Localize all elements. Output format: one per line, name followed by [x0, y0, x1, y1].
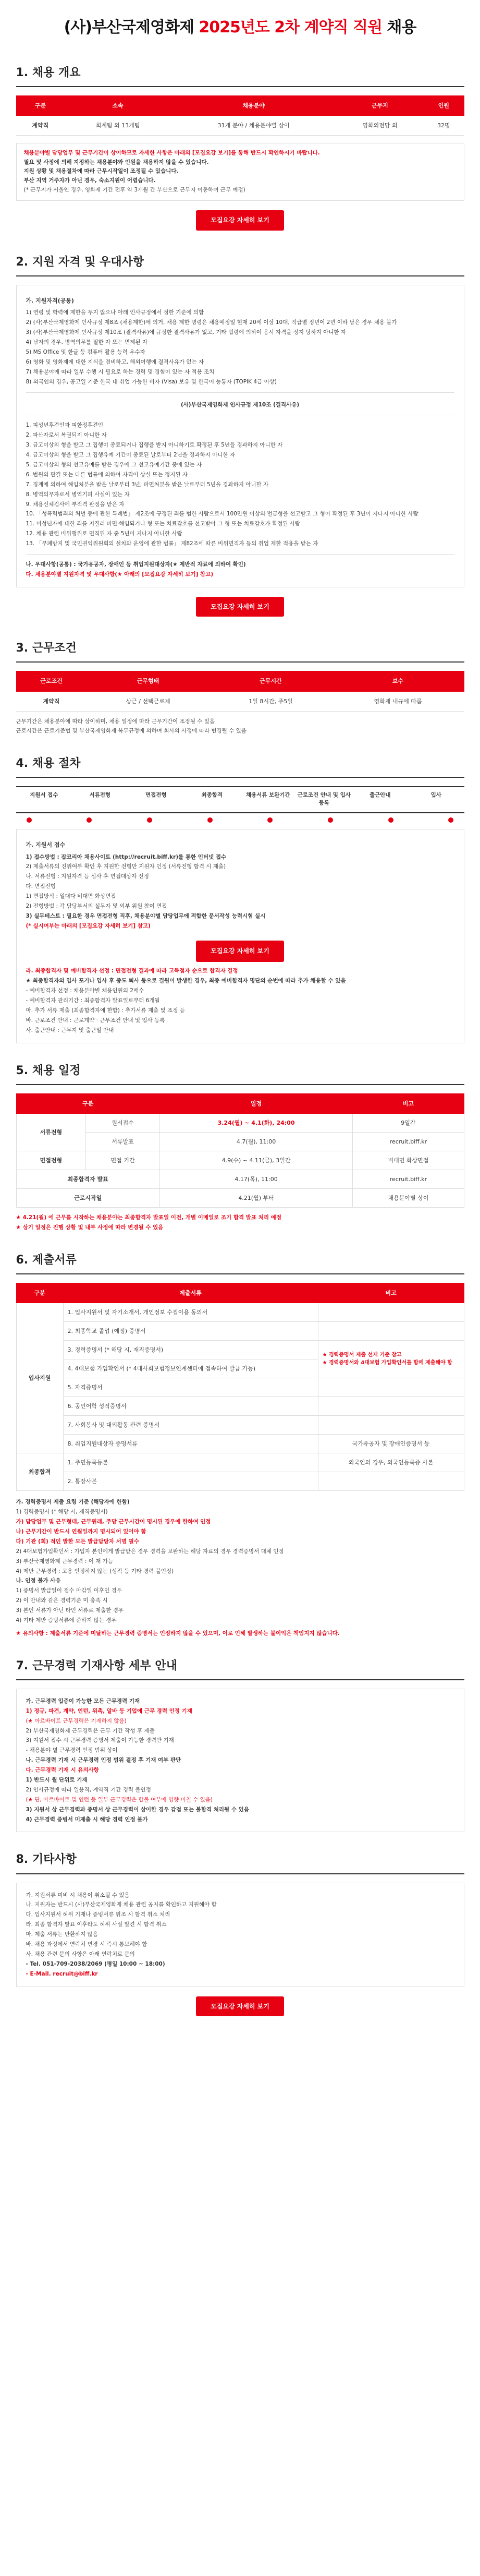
preference-line: 다. 채용분야별 지원자격 및 우대사항(★ 아래의 [모집요강 자세히 보기] 참고): [26, 571, 214, 577]
td: [318, 1340, 464, 1378]
list-item: 1) 경력증명서 (* 해당 시, 재직증명서): [16, 1509, 108, 1515]
section-career-guide: [16, 1649, 464, 1843]
section-title: 8. 기타사항: [16, 1851, 464, 1874]
process-step: 입사: [430, 792, 441, 799]
list-item: ★ 최종합격자의 입사 포기나 입사 후 중도 퇴사 등으로 결원이 발생한 경우, 최종 예비합격자 명단의 순번에 따라 추가 채용할 수 있음: [26, 978, 346, 984]
th: 구분: [16, 1283, 63, 1303]
th: 근로조건: [16, 671, 87, 691]
td: 국가유공자 및 장애인증명서 등: [318, 1435, 464, 1453]
documents-notes: [16, 1497, 464, 1638]
subheading: 가. 지원자격(공통): [26, 297, 74, 304]
step-dot: [328, 817, 333, 823]
list-item: 1) 증명서 발급일이 접수 마감일 이후인 경우: [16, 1587, 122, 1594]
th: 인원: [424, 95, 464, 115]
td: 9일간: [353, 1113, 464, 1132]
list-item: 나. 지원자는 반드시 (사)부산국제영화제 채용 관련 공지를 확인하고 지원해야 함: [26, 1901, 217, 1908]
process-step: 채용서류 보완기간: [245, 792, 290, 799]
table-row: [16, 1170, 464, 1188]
table-header-row: [16, 95, 464, 115]
list-item: 2) 제출서류의 진위여부 확인 후 지원한 전형만 지원자 인정 (서류전형 합격 시 제출): [26, 863, 226, 870]
list-item: 8. 병역의무자로서 병역기피 사실이 있는 자: [26, 491, 130, 498]
td: 서류전형: [16, 1113, 86, 1151]
td: 4.7(월), 11:00: [159, 1132, 352, 1151]
title-highlight: 2025년도 2차 계약직 직원: [199, 18, 382, 37]
list-item: 1. 피성년후견인과 피한정후견인: [26, 422, 104, 429]
list-item: 2. 파산자로서 복권되지 아니한 자: [26, 432, 107, 439]
td: 입사지원: [16, 1303, 63, 1453]
list-item: 10. 「성폭력범죄의 처벌 등에 관한 특례법」 제2조에 규정된 죄를 범한 사람으로서 100만원 이상의 벌금형을 선고받고 그 형이 확정된 후 3년이 지나지 아니한 사람: [26, 511, 419, 517]
process-dots: [16, 817, 464, 823]
list-item: - 채용분야 별 근무경력 인정 범위 상이: [26, 1747, 118, 1754]
schedule-table: [16, 1093, 464, 1208]
list-item: 4) 남자의 경우, 병역의무를 필한 자 또는 면제된 자: [26, 339, 148, 346]
list-item: 7) 채용분야에 따라 일부 수행 시 필요로 하는 경력 및 경험이 있는 자 적용 조치: [26, 368, 215, 375]
process-step: 면접전형: [145, 792, 167, 799]
process-step: 서류전형: [89, 792, 111, 799]
step-dot: [27, 817, 32, 823]
list-item: 나) 근무기간이 반드시 연월일까지 명시되어 있어야 함: [16, 1528, 146, 1535]
list-item: 2) 이 안내와 같은 경력기준 미 충족 시: [16, 1597, 108, 1604]
section-title: 1. 채용 개요: [16, 64, 464, 87]
list-item: 가. 근무경력 입증이 가능한 모든 근무경력 기재: [26, 1698, 140, 1704]
td: 3.24(월) ~ 4.1(화), 24:00: [159, 1113, 352, 1132]
list-item: 1) 접수방법 : 잡코리아 채용사이트 (http://recruit.biff.kr)를 통한 인터넷 접수: [26, 853, 227, 860]
table-row: [16, 1416, 464, 1435]
note-line: 필요 및 사정에 의해 지정하는 채용분야와 인원을 채용하지 않을 수 있습니다.: [23, 159, 209, 165]
contact-phone: - Tel. 051-709-2038/2069 (평일 10:00 ~ 18:00): [26, 1960, 165, 1967]
list-item: 3) (사)부산국제영화제 인사규정 제10조 (결격사유)에 규정한 결격사유가 없고, 기타 법령에 의하여 응시 자격을 정지 당하지 아니한 자: [26, 329, 347, 336]
td: [318, 1416, 464, 1435]
list-item: 3. 금고이상의 형을 받고 그 집행이 종료되거나 집행을 받지 아니하기로 확정된 후 5년을 경과하지 아니한 자: [26, 442, 283, 449]
list-item: 가. 경력증명서 제출 요령 기준 (해당자에 한함): [16, 1499, 130, 1506]
th: 비고: [353, 1093, 464, 1113]
list-item: 5. 금고이상의 형의 선고유예를 받은 경우에 그 선고유예기간 중에 있는 자: [26, 461, 202, 468]
list-item: 1) 정규, 파견, 계약, 인턴, 위촉, 알바 등 기업에 근무 경력 인정 기재: [26, 1707, 192, 1714]
table-row: [16, 1321, 464, 1340]
list-item: 라. 최종 합격자 발표 이후라도 허위 사실 발견 시 합격 취소: [26, 1921, 167, 1928]
process-steps: [16, 786, 464, 813]
step-dot: [87, 817, 92, 823]
td: [318, 1303, 464, 1321]
process-step: 최종합격: [201, 792, 223, 799]
list-item: 마. 제출 서류는 반환하지 않음: [26, 1931, 98, 1938]
contact-email[interactable]: - E-Mail. recruit@biff.kr: [26, 1970, 98, 1977]
th: 제출서류: [63, 1283, 318, 1303]
td: recruit.biff.kr: [353, 1132, 464, 1151]
section-qualifications: [16, 245, 464, 632]
list-item: 6. 법원의 판결 또는 다른 법률에 의하여 자격이 상실 또는 정지된 자: [26, 471, 188, 478]
list-item: 가) 담당업무 및 근무형태, 근무원래, 주당 근무시간이 명시된 경우에 한하여 인정: [16, 1519, 211, 1525]
step-dot: [267, 817, 273, 823]
career-box: [16, 1689, 464, 1833]
note-line: ★ 4.21(월) 에 근무를 시작하는 채용분야는 최종합격자 발표일 이전, 개별 이메일로 조기 합격 발표 처리 예정: [16, 1214, 281, 1221]
note-line: 지원 상황 및 채용절차에 따라 근무시작일이 조정될 수 있습니다.: [23, 168, 179, 175]
td: [318, 1378, 464, 1397]
list-item: 다. 근무경력 기재 시 유의사항: [26, 1767, 99, 1774]
td: 2. 통장사본: [63, 1472, 318, 1491]
td: 면접 기간: [86, 1151, 160, 1170]
table-row: [16, 1378, 464, 1397]
section-title: 4. 채용 절차: [16, 755, 464, 778]
table-header-row: [16, 1093, 464, 1113]
list-item: 4) 근무경력 증빙서 미제출 시 해당 경력 인정 불가: [26, 1816, 148, 1823]
list-item: 사. 출근안내 : 근무지 및 출근일 안내: [26, 1027, 114, 1033]
note-line: 근로시간은 근로기준법 및 부산국제영화제 복무규정에 의하며 회사의 사정에 따라 변경될 수 있음: [16, 728, 247, 735]
list-item: 가. 지원서류 미비 시 채용이 취소될 수 있음: [26, 1892, 130, 1898]
list-item: 1) 연령 및 학력에 제한을 두지 않으나 아래 인사규정에서 정한 기준에 의함: [26, 309, 204, 316]
th: 근무시간: [210, 671, 332, 691]
td: recruit.biff.kr: [353, 1170, 464, 1188]
table-row: [16, 115, 464, 135]
misc-box: [16, 1883, 464, 1987]
note-line: ★ 경력증명서 제출 선제 기준 참고: [322, 1352, 402, 1358]
th: 보수: [332, 671, 464, 691]
th: 채용분야: [171, 95, 336, 115]
list-item: 다) 기관 (회) 적인 발한 모든 발급담당자 서명 필수: [16, 1538, 139, 1545]
th: 근무지: [336, 95, 424, 115]
process-step: 근로조건 안내 및 입사등록: [297, 792, 351, 806]
td: 31개 분야 / 채용분야별 상이: [171, 115, 336, 135]
table-row: [16, 1303, 464, 1321]
list-item: - 예비합격자 관리기간 : 최종합격자 발표일로부터 6개월: [26, 997, 160, 1004]
table-row: [16, 1151, 464, 1170]
list-item: 12. 채용 관련 비위행위로 면직된 자 중 5년이 지나지 아니한 사람: [26, 531, 182, 537]
td: 8. 취업지원대상자 증명서류: [63, 1435, 318, 1453]
step-dot: [147, 817, 152, 823]
title-suffix: 채용: [387, 18, 416, 37]
table-row: [16, 1188, 464, 1207]
table-header-row: [16, 671, 464, 691]
list-item: 2) 전형방법 : 각 담당부서의 실무자 및 외부 위원 참여 면접: [26, 903, 167, 910]
step-dot: [448, 817, 453, 823]
section-documents: [16, 1243, 464, 1649]
section-title: 5. 채용 일정: [16, 1062, 464, 1085]
section-process: [16, 747, 464, 1053]
td: 최종합격자 발표: [16, 1170, 159, 1188]
td: 계약직: [16, 115, 65, 135]
th: 일정: [159, 1093, 352, 1113]
td: 원서접수: [86, 1113, 160, 1132]
table-row: [16, 1435, 464, 1453]
list-item: 다. 입사지원서 허위 기재나 증빙서류 위조 시 합격 취소 처리: [26, 1911, 170, 1918]
note-line: ★ 경력증명서와 4대보험 가입확인서를 함께 제출해야 함: [322, 1360, 452, 1366]
td: 7. 사회봉사 및 대외활동 관련 증명서: [63, 1416, 318, 1435]
list-item: 2) 4대보험가입확인서 : 가입자 본인에게 발급받은 경우 경력을 보완하는 해당 자료의 경우 경력증명서 대체 인정: [16, 1548, 284, 1555]
overview-table: [16, 95, 464, 136]
th: 소속: [65, 95, 171, 115]
list-item: 라. 최종합격자 및 예비합격자 선정 : 면접전형 결과에 따라 고득점자 순으로 합격자 결정: [26, 968, 238, 974]
process-box: [16, 829, 464, 1043]
td: 영화제 내규에 따름: [332, 691, 464, 711]
td: 면접전형: [16, 1151, 86, 1170]
list-item: 5) MS Office 및 한글 등 컴퓨터 활용 능력 우수자: [26, 348, 145, 355]
list-item: 바. 채용 과정에서 연락처 변경 시 즉시 통보해야 함: [26, 1941, 147, 1947]
list-item: 2) (사)부산국제영화제 인사규정 제8조 (채용제한)에 의거, 채용 제한 명령은 채용예정일 현재 20세 이상 10대, 직급별 정년이 2년 이하 남은 경우 채용 불가: [26, 319, 397, 326]
list-item: 4) 기타 제반 증빙서류에 준하지 않는 경우: [16, 1617, 117, 1623]
section-title: 7. 근무경력 기재사항 세부 안내: [16, 1657, 464, 1680]
td: 채용분야별 상이: [353, 1188, 464, 1207]
list-item: (* 실시여부는 아래의 [모집요강 자세히 보기] 참고): [26, 922, 151, 929]
note-line: 부산 지역 거주자가 아닌 경우, 숙소지원이 어렵습니다.: [23, 177, 156, 184]
th: 근무형태: [87, 671, 210, 691]
view-recruitment-button[interactable]: 모집요강 자세히 보기: [196, 1996, 284, 2017]
note-line: 채용분야별 담당업무 및 근무기간이 상이하므로 자세한 사항은 아래의 [모집요강 보기]를 통해 반드시 확인하시기 바랍니다.: [23, 149, 320, 156]
list-item: 나. 인정 불가 사유: [16, 1578, 61, 1584]
list-item: (★ 아르바이트 근무경력은 기재하지 않음): [26, 1717, 127, 1724]
view-recruitment-button[interactable]: 모집요강 자세히 보기: [196, 941, 284, 962]
note-line: ★ 상기 일정은 진행 상황 및 내부 사정에 따라 변경될 수 있음: [16, 1224, 164, 1231]
td: 6. 공인어학 성적증명서: [63, 1397, 318, 1416]
table-row: [16, 1472, 464, 1491]
list-item: 3) 실무테스트 : 필요한 경우 면접전형 직후, 채용분야별 담당업무에 적합한 문서작성 능력시험 실시: [26, 912, 266, 919]
list-item: 3) 부산국제영화제 근무경력 : 이 재 가능: [16, 1558, 113, 1564]
td: 회계팀 외 13개팀: [65, 115, 171, 135]
list-item: 13. 「부패방지 및 국민권익위원회의 설치와 운영에 관한 법률」 제82조에 따른 비위면직자 등의 취업 제한 적용을 받는 자: [26, 540, 318, 547]
td: 최종합격: [16, 1453, 63, 1491]
note-line: 근무기간은 채용분야에 따라 상이하며, 채용 일정에 따라 근무기간이 조정될 수 있음: [16, 718, 215, 725]
disqualification-heading: (사)부산국제영화제 인사규정 제10조 (결격사유): [180, 401, 300, 408]
list-item: 바. 근로조건 안내 : 근로계약 · 근무조건 안내 및 입사 등록: [26, 1017, 165, 1024]
view-recruitment-button[interactable]: 모집요강 자세히 보기: [196, 597, 284, 617]
td: 근로시작일: [16, 1188, 159, 1207]
section-title: 2. 지원 자격 및 우대사항: [16, 254, 464, 276]
process-step: 출근안내: [369, 792, 391, 799]
td: 2. 최종학교 졸업 (예정) 증명서: [63, 1321, 318, 1340]
table-row: [16, 691, 464, 711]
title-org: (사)부산국제영화제: [64, 18, 194, 37]
page-title: [0, 10, 480, 56]
th: 비고: [318, 1283, 464, 1303]
td: 1일 8시간, 주5일: [210, 691, 332, 711]
list-item: 3) 지원서 접수 시 근무경력 증명서 제출이 가능한 경력만 기재: [26, 1737, 174, 1744]
td: 외국인의 경우, 외국인등록증 사본: [318, 1453, 464, 1472]
qualifications-box: [16, 285, 464, 587]
td: 3. 경력증명서 (* 해당 시, 재직증명서): [63, 1340, 318, 1359]
td: 4. 4대보험 가입확인서 (* 4대사회보험정보연계센터에 접속하여 발급 가능): [63, 1359, 318, 1378]
list-item: 1) 면접방식 : 일대다 비대면 화상면접: [26, 893, 116, 900]
section-overview: [16, 56, 464, 245]
list-item: (★ 단, 아르바이트 및 인턴 등 일부 근무경력은 합불 여부에 영향 미칠 수 있음): [26, 1796, 213, 1803]
section-conditions: [16, 631, 464, 747]
list-item: 나. 서류전형 : 지원자격 등 심사 후 면접대상자 선정: [26, 873, 149, 880]
section-title: 6. 제출서류: [16, 1251, 464, 1274]
process-step: 지원서 접수: [30, 792, 58, 799]
section-schedule: [16, 1054, 464, 1243]
list-item: 9. 채용신체검사에 부적격 판정을 받은 자: [26, 501, 125, 508]
table-row: [16, 1113, 464, 1132]
note-line: (* 근무지가 서울인 경우, 영화제 기간 전후 약 3개월 간 부산으로 근무지 이동하여 근무 예정): [23, 187, 245, 194]
td: [318, 1472, 464, 1491]
list-item: 4. 금고이상의 형을 받고 그 집행유예 기간이 종료된 날로부터 2년을 경과하지 아니한 자: [26, 452, 236, 459]
view-recruitment-button[interactable]: 모집요강 자세히 보기: [196, 210, 284, 231]
step-dot: [388, 817, 393, 823]
list-item: 8) 외국인의 경우, 공고일 기준 한국 내 취업 가능한 비자 (Visa) 보유 및 한국어 능통자 (TOPIK 4급 이상): [26, 378, 277, 385]
preference-line: 나. 우대사항(공통) : 국가유공자, 장애인 등 취업지원대상자(★ 제반적 자료에 의하여 확인): [26, 561, 246, 568]
list-item: 2) 인사규정에 따라 일용직, 계약직 기간 경력 불인정: [26, 1786, 151, 1793]
subheading: 가. 지원서 접수: [26, 841, 66, 848]
td: 상근 / 선택근로제: [87, 691, 210, 711]
table-row: [16, 1340, 464, 1359]
th: 구분: [16, 1093, 159, 1113]
section-title: 3. 근무조건: [16, 640, 464, 663]
td: 1. 입사지원서 및 자기소개서, 개인정보 수집이용 동의서: [63, 1303, 318, 1321]
td: 영화의전당 외: [336, 115, 424, 135]
list-item: 4) 제반 근무경력 : 고용 인정하지 않는 (성적 등 기타 경력 불인정): [16, 1568, 174, 1574]
td: 5. 자격증명서: [63, 1378, 318, 1397]
list-item: 1) 반드시 월 단위로 기재: [26, 1777, 88, 1783]
table-header-row: [16, 1283, 464, 1303]
overview-notes: [16, 143, 464, 201]
list-item: 3) 지원서 상 근무경력과 증명서 상 근무경력이 상이한 경우 감점 또는 불합격 처리될 수 있음: [26, 1806, 249, 1813]
td: 비대면 화상면접: [353, 1151, 464, 1170]
documents-table: [16, 1283, 464, 1491]
conditions-table: [16, 671, 464, 711]
table-row: [16, 1397, 464, 1416]
td: 4.9(수) ~ 4.11(금), 3일간: [159, 1151, 352, 1170]
td: 서류발표: [86, 1132, 160, 1151]
th: 구분: [16, 95, 65, 115]
td: 4.21(월) 부터: [159, 1188, 352, 1207]
list-item: 나. 근무경력 기재 시 근무경력 인정 범위 결정 후 기재 여부 판단: [26, 1757, 181, 1764]
section-misc: [16, 1843, 464, 2031]
table-row: [16, 1453, 464, 1472]
td: 32명: [424, 115, 464, 135]
list-item: - 예비합격자 선정 : 채용분야별 채용인원의 2배수: [26, 988, 144, 994]
td: [318, 1397, 464, 1416]
list-item: 6) 영화 및 영화제에 대한 지식을 겸비하고, 해외여행에 결격사유가 없는 자: [26, 358, 204, 365]
td: 1. 주민등록등본: [63, 1453, 318, 1472]
list-item: 7. 징계에 의하여 해임처분을 받은 날로부터 3년, 파면처분을 받은 날로부터 5년을 경과하지 아니한 자: [26, 481, 269, 488]
list-item: 다. 면접전형: [26, 883, 56, 890]
list-item: 사. 채용 관련 문의 사항은 아래 연락처로 문의: [26, 1951, 135, 1957]
list-item: ★ 유의사항 : 제출서류 기준에 미달하는 근무경력 증명서는 인정하지 않을 수 있으며, 이로 인해 발생하는 불이익은 책임지지 않습니다.: [16, 1630, 340, 1636]
list-item: 11. 미성년자에 대한 죄를 저질러 파면·해임되거나 형 또는 치료감호를 선고받아 그 형 또는 치료감호가 확정된 사람: [26, 521, 301, 527]
list-item: 마. 추가 서류 제출 (최종합격자에 한함) : 추가서류 제출 및 조정 등: [26, 1007, 185, 1014]
td: [318, 1321, 464, 1340]
list-item: 3) 본인 서류가 아닌 타인 서류로 제출한 경우: [16, 1607, 124, 1614]
list-item: 2) 부산국제영화제 근무경력은 근무 기간 작성 후 제출: [26, 1727, 155, 1734]
step-dot: [207, 817, 213, 823]
td: 4.17(목), 11:00: [159, 1170, 352, 1188]
td: 계약직: [16, 691, 87, 711]
